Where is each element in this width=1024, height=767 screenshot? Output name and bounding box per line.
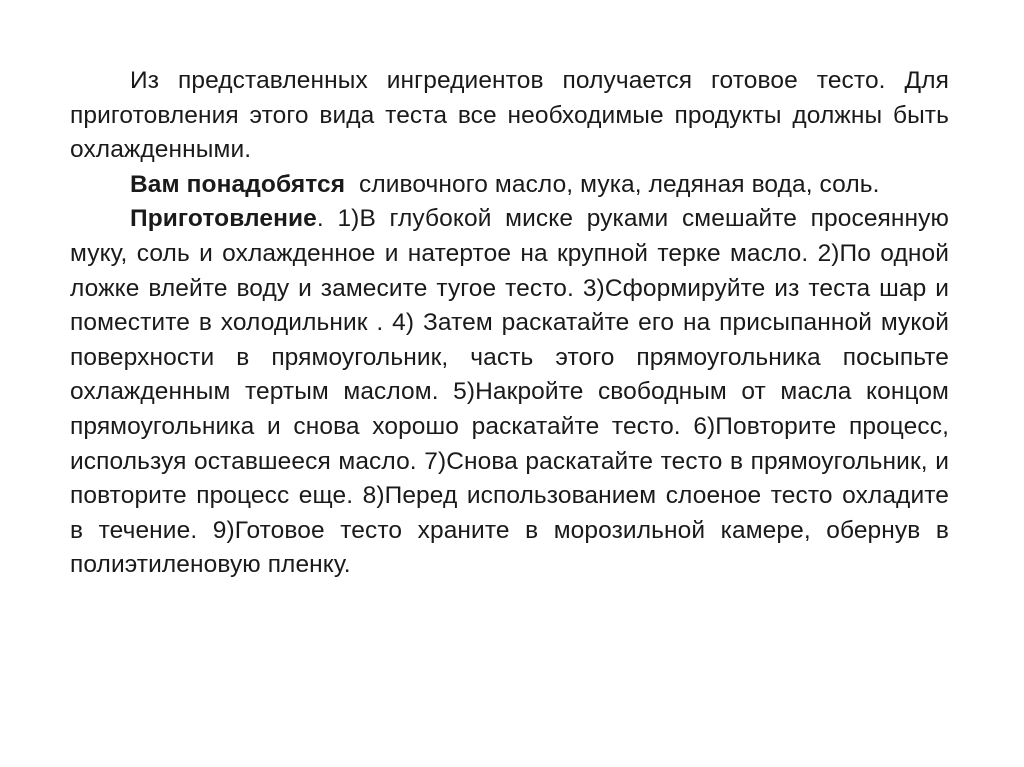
ingredients-text: сливочного масло, мука, ледяная вода, соль. xyxy=(345,170,880,198)
preparation-paragraph xyxy=(70,202,949,583)
preparation-label: Приготовление xyxy=(130,205,317,233)
ingredients-label: Вам понадобятся xyxy=(130,170,346,198)
recipe-text xyxy=(70,64,949,583)
ingredients-paragraph xyxy=(70,168,949,203)
intro-paragraph: Из представленных ингредиентов получается готовое тесто. Для приготовления этого вида теста все необходимые продукты должны быть охлажденными. xyxy=(70,67,949,164)
preparation-text: . 1)В глубокой миске руками смешайте просеянную муку, соль и охлажденное и натертое на крупной терке масло. 2)По одной ложке влейте воду и замесите тугое тесто. 3)Сформируйте из теста шар и поместите в холодильник . 4) Затем раскатайте его на присыпанной мукой поверхности в прямоугольник, часть этого прямоугольника посыпьте охлажденным тертым маслом. 5)Накройте свободным от масла концом прямоугольника и снова хорошо раскатайте тесто. 6)Повторите процесс, используя оставшееся масло. 7)Снова раскатайте тесто в прямоугольник, и повторите процесс еще. 8)Перед использованием слоеное тесто охладите в течение. 9)Готовое тесто храните в морозильной камере, обернув в полиэтиленовую пленку. xyxy=(70,205,949,579)
